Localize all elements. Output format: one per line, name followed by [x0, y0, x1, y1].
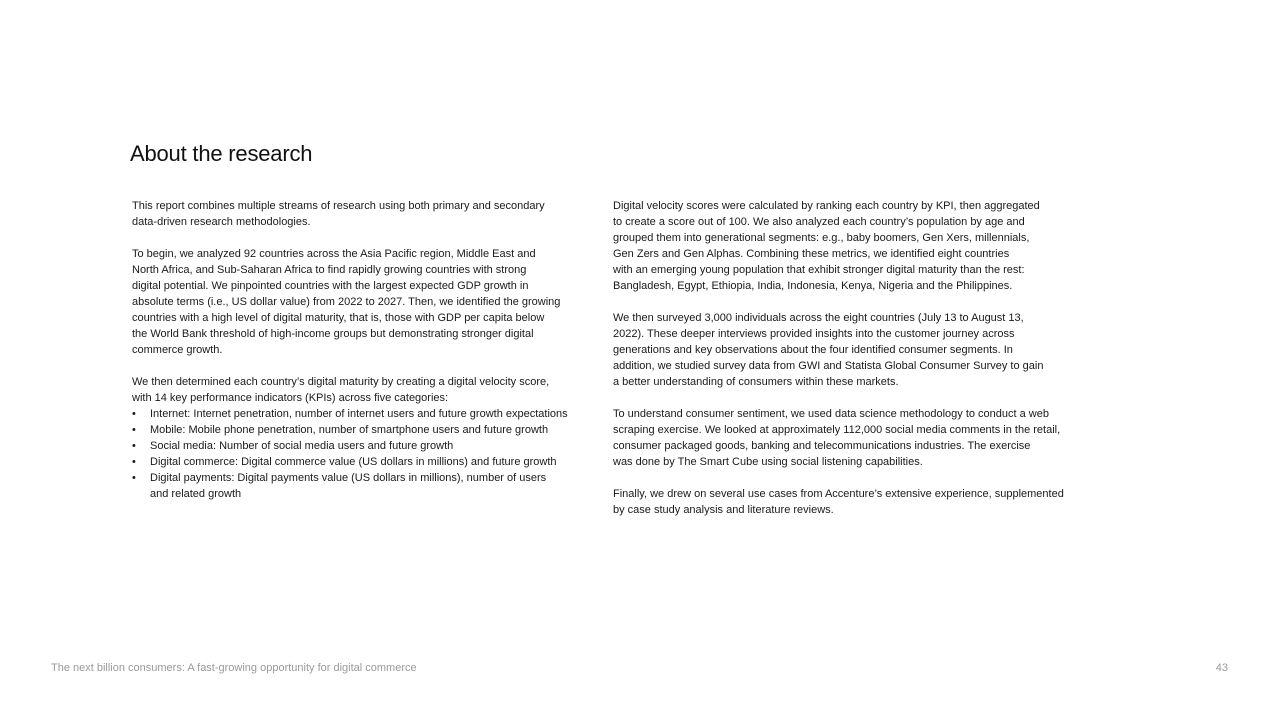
list-item-text: Digital commerce: Digital commerce value (US dollars in millions) and future growth [150, 456, 557, 468]
paragraph-country-analysis: To begin, we analyzed 92 countries across the Asia Pacific region, Middle East and North Africa, and Sub-Saharan Africa to find rapidly growing countries with strong digital potential. We pinpointed countries with the largest expected GDP growth in absolute terms (i.e., US dollar value) from 2022 to 2027. Then, we identified the growing countries with a high level of digital maturity, that is, those with GDP per capita below the World Bank threshold of high-income groups but demonstrating stronger digital commerce growth. [132, 248, 561, 356]
paragraph-velocity-scores: Digital velocity scores were calculated by ranking each country by KPI, then aggregated to create a score out of 100. We also analyzed each country’s population by age and grouped them into generational segments: e.g., baby boomers, Gen Xers, millennials, Gen Zers and Gen Alphas. Combining these metrics, we identified eight countries with an emerging young population that exhibit stronger digital maturity than the rest: Bangladesh, Egypt, Ethiopia, India, Indonesia, Kenya, Nigeria and the Philippines. [613, 200, 1040, 292]
paragraph-consumer-sentiment: To understand consumer sentiment, we used data science methodology to conduct a web scraping exercise. We looked at approximately 112,000 social media comments in the retail, consumer packaged goods, banking and telecommunications industries. The exercise was done by The Smart Cube using social listening capabilities. [613, 408, 1061, 468]
paragraph-digital-velocity-intro: We then determined each country’s digital maturity by creating a digital velocity score, with 14 key performance indicators (KPIs) across five categories: [132, 376, 550, 404]
paragraph-survey: We then surveyed 3,000 individuals across the eight countries (July 13 to August 13, 2022). These deeper interviews provided insights into the customer journey across generations and key observations about the four identified consumer segments. In addition, we studied survey data from GWI and Statista Global Consumer Survey to gain a better understanding of consumers within these markets. [613, 312, 1044, 388]
paragraph-use-cases: Finally, we drew on several use cases from Accenture’s extensive experience, supplemented by case study analysis and literature reviews. [613, 488, 1064, 516]
right-column [613, 198, 1069, 534]
paragraph-methodology-intro: This report combines multiple streams of research using both primary and secondary data-driven research methodologies. [132, 200, 545, 228]
page-title: About the research [130, 141, 313, 166]
list-item [132, 438, 584, 454]
list-item [132, 406, 584, 422]
list-item-text: Digital payments: Digital payments value (US dollars in millions), number of users and related growth [150, 472, 547, 500]
list-item-text: Social media: Number of social media users and future growth [150, 440, 454, 452]
kpi-category-list [132, 406, 584, 502]
left-column [132, 198, 584, 502]
page-number: 43 [1215, 662, 1228, 674]
list-item-text: Internet: Internet penetration, number of internet users and future growth expectations [150, 408, 568, 420]
list-item-text: Mobile: Mobile phone penetration, number of smartphone users and future growth [150, 424, 549, 436]
footer-report-title: The next billion consumers: A fast-growing opportunity for digital commerce [51, 662, 417, 674]
list-item [132, 454, 584, 470]
list-item [132, 470, 584, 502]
list-item [132, 422, 584, 438]
